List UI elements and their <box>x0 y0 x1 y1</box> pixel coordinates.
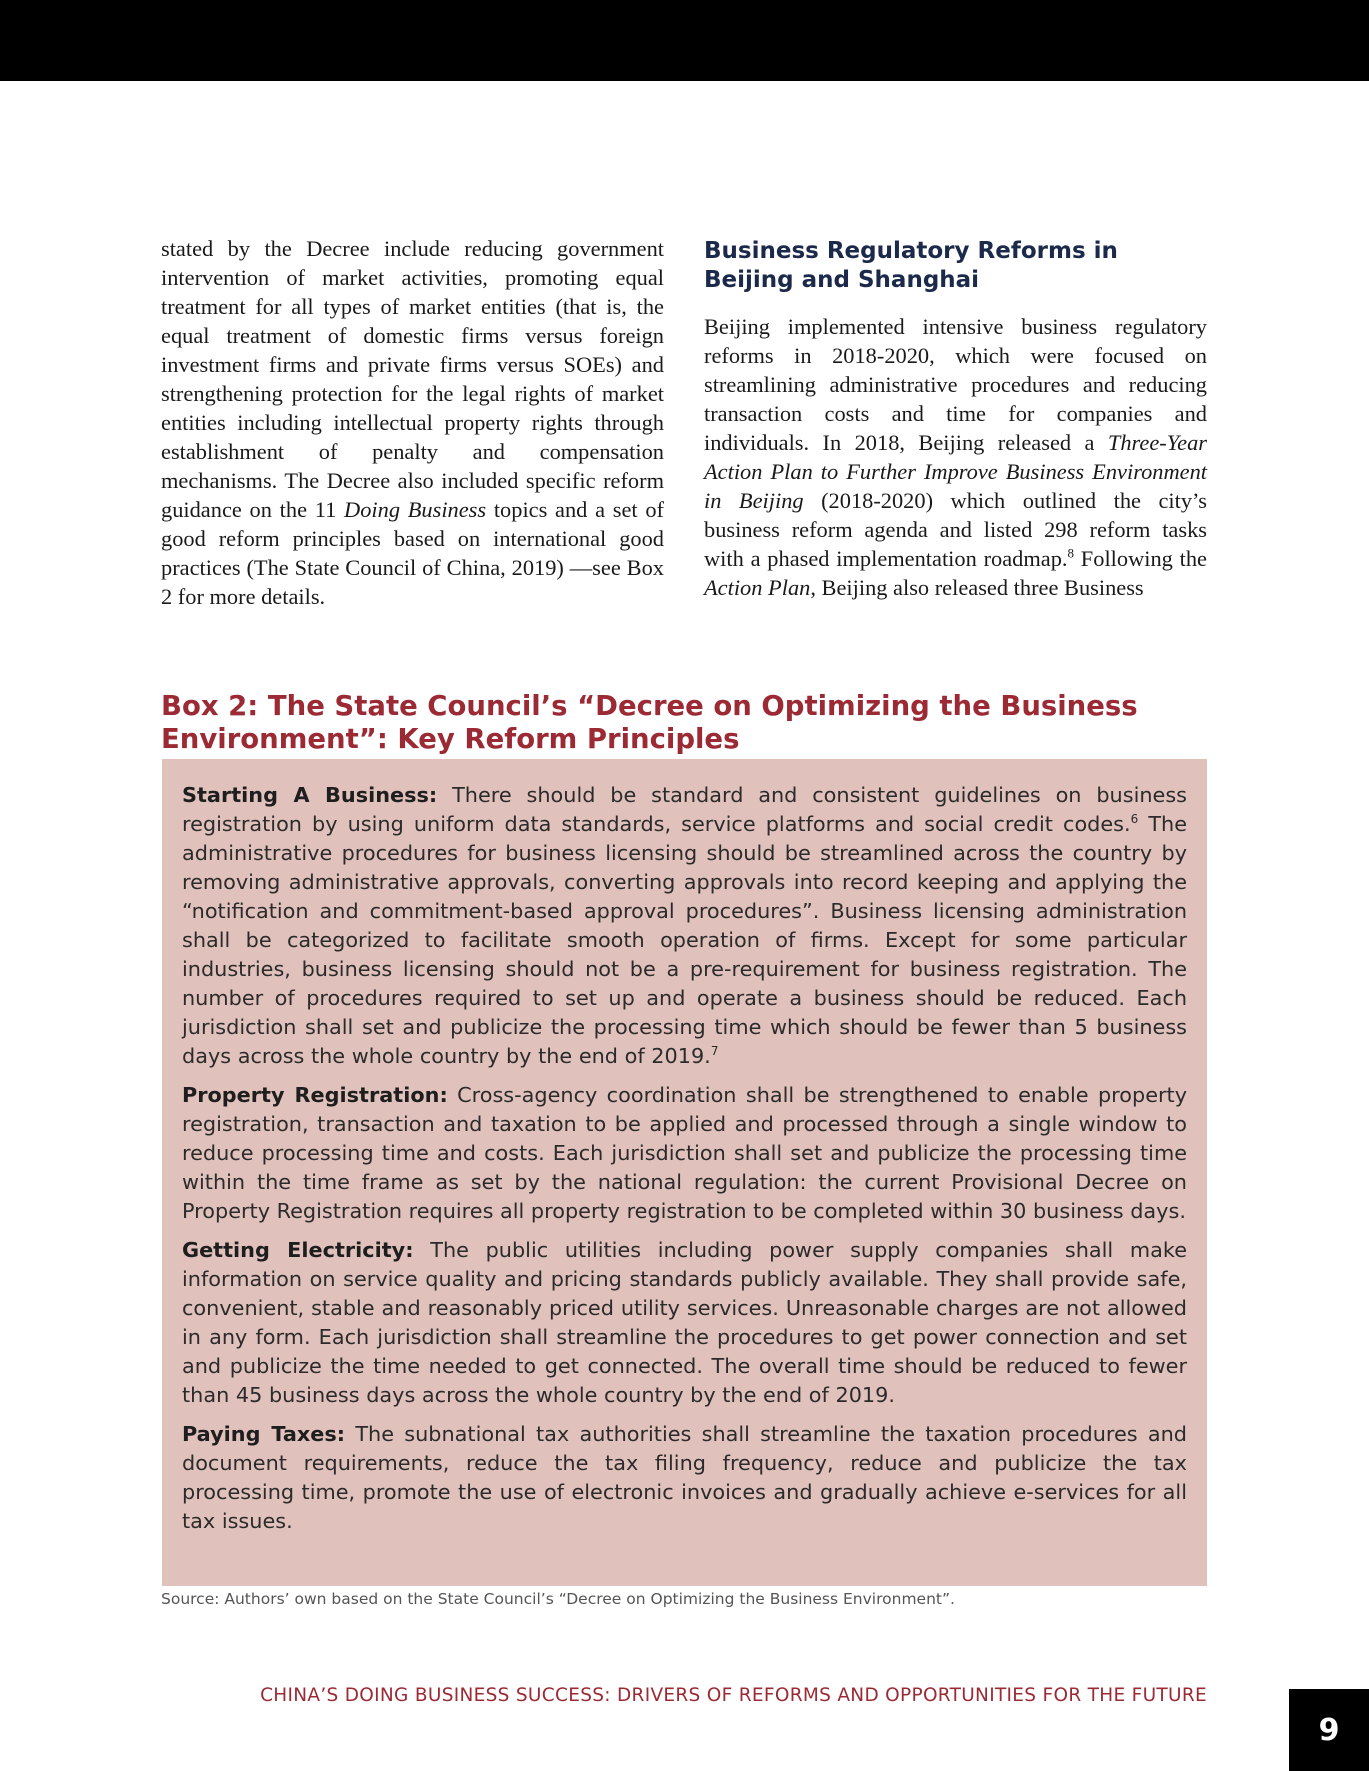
box-section-getting-electricity: Getting Electricity: The public utilities including power supply companies shall make information on service quality and pricing standards publicly available. They shall provide safe, convenient, stable and reasonably priced utility services. Unreasonable charges are not allowed in any form. Each jurisdiction shall streamline the procedures to get power connection and set and publicize the time needed to get connected. The overall time should be reduced to fewer than 45 business days across the whole country by the end of 2019. <box>182 1238 1187 1407</box>
box-section-label: Starting A Business: <box>182 783 438 807</box>
page-number: 9 <box>1289 1689 1369 1771</box>
box-section-label: Property Registration: <box>182 1083 448 1107</box>
box-section-paying-taxes: Paying Taxes: The subnational tax authorities shall streamline the taxation procedures and document requirements, reduce the tax filing frequency, reduce and publicize the tax processing time, promote the use of electronic invoices and gradually achieve e-services for all tax issues. <box>182 1422 1187 1533</box>
section-heading: Business Regulatory Reforms in Beijing and Shanghai <box>704 238 1118 293</box>
footer-title: CHINA’S DOING BUSINESS SUCCESS: DRIVERS OF REFORMS AND OPPORTUNITIES FOR THE FUTURE <box>260 1685 1207 1706</box>
footnote-ref[interactable]: 7 <box>710 1044 719 1059</box>
left-column <box>161 234 664 611</box>
box-panel <box>162 759 1207 1586</box>
box-section-label: Getting Electricity: <box>182 1238 414 1262</box>
right-column-paragraph: Beijing implemented intensive business regulatory reforms in 2018-2020, which were focused on streamlining administrative procedures and reducing transaction costs and time for companies and individuals. In 2018, Beijing released a Three-Year Action Plan to Further Improve Business Environment in Beijing (2018-2020) which outlined the city’s business reform agenda and listed 298 reform tasks with a phased implementation roadmap.$^8$ Following the Action Plan, Beijing also released three Business <box>704 314 1207 600</box>
source-note: Source: Authors’ own based on the State Council’s “Decree on Optimizing the Business Environment”. <box>161 1590 955 1608</box>
left-column-paragraph: stated by the Decree include reducing government intervention of market activities, promoting equal treatment for all types of market entities (that is, the equal treatment of domestic firms versus foreign investment firms and private firms versus SOEs) and strengthening protection for the legal rights of market entities including intellectual property rights through establishment of penalty and compensation mechanisms. The Decree also included specific reform guidance on the 11 Doing Business topics and a set of good reform principles based on international good practices (The State Council of China, 2019) —see Box 2 for more details. <box>161 236 665 609</box>
footnote-ref[interactable]: 6 <box>1130 812 1139 827</box>
box-section-property-registration: Property Registration: Cross-agency coordination shall be strengthened to enable property registration, transaction and taxation to be applied and processed through a single window to reduce processing time and costs. Each jurisdiction shall set and publicize the processing time within the time frame as set by the national regulation: the current Provisional Decree on Property Registration requires all property registration to be completed within 30 business days. <box>182 1083 1187 1223</box>
box-section-label: Paying Taxes: <box>182 1422 346 1446</box>
box-title: Box 2: The State Council’s “Decree on Optimizing the Business Environment”: Key Reform Principles <box>161 690 1138 755</box>
box-section-starting-business: Starting A Business: There should be standard and consistent guidelines on business registration by using uniform data standards, service platforms and social credit codes.$^6$ The administrative procedures for business licensing should be streamlined across the country by removing administrative approvals, converting approvals into record keeping and applying the “notification and commitment-based approval procedures”. Business licensing administration shall be categorized to facilitate smooth operation of firms. Except for some particular industries, business licensing should not be a pre-requirement for business registration. The number of procedures required to set up and operate a business should be reduced. Each jurisdiction shall set and publicize the processing time which should be fewer than 5 business days across the whole country by the end of 2019.$^7$ <box>182 783 1187 1068</box>
top-black-bar <box>0 0 1369 81</box>
right-column <box>704 234 1207 602</box>
footnote-ref[interactable]: 8 <box>1067 545 1075 561</box>
